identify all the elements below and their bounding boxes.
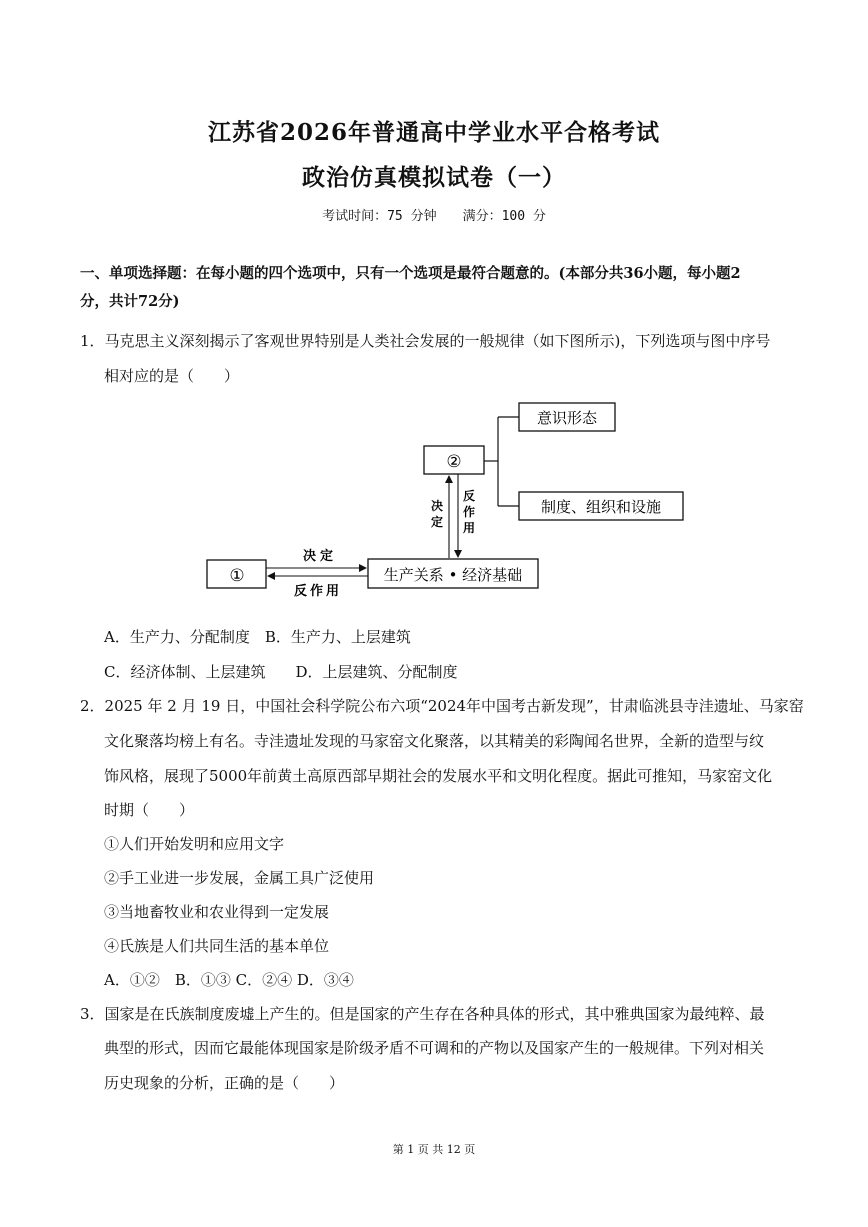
question-1-options-cd: C．经济体制、上层建筑 D．上层建筑、分配制度	[104, 663, 458, 681]
label-decide-horizontal: 决定	[302, 549, 338, 564]
page-number: 第 1 页 共 12 页	[392, 1143, 476, 1156]
label-react-horizontal: 反作用	[293, 584, 343, 599]
question-3-stem-cont: 典型的形式，因而它最能体现国家是阶级矛盾不可调和的产物以及国家产生的一般规律。下列对相关	[104, 1039, 765, 1057]
label-react-vertical-3: 用	[462, 521, 476, 535]
question-2-stem: 2．2025 年 2 月 19 日，中国社会科学院公布六项“2024年中国考古新发现”，甘肃临洮县寺洼遗址、马家窑	[80, 697, 804, 715]
question-1-stem-cont: 相对应的是（ ）	[104, 367, 240, 385]
question-2-options: A．①② B．①③ C．②④ D．③④	[104, 971, 354, 989]
question-2-item-2: ②手工业进一步发展，金属工具广泛使用	[104, 869, 375, 887]
box-superstructure-label: ②	[446, 452, 462, 472]
section-heading: 一、单项选择题：在每小题的四个选项中，只有一个选项是最符合题意的。(本部分共36小题，每小题2	[80, 265, 741, 282]
box-productive-forces-label: ①	[229, 566, 245, 586]
question-1-options-ab: A．生产力、分配制度 B．生产力、上层建筑	[104, 628, 411, 646]
question-2-item-3: ③当地畜牧业和农业得到一定发展	[104, 903, 330, 921]
question-2-stem-cont: 饰风格，展现了5000年前黄土高原西部早期社会的发展水平和文明化程度。据此可推知，马家窑文化	[104, 767, 773, 785]
box-ideology-label: 意识形态	[536, 409, 598, 427]
question-3-stem: 3．国家是在氏族制度废墟上产生的。但是国家的产生存在各种具体的形式，其中雅典国家为最纯粹、最	[80, 1005, 765, 1023]
question-3-stem-cont: 历史现象的分析，正确的是（ ）	[104, 1074, 345, 1092]
question-2-stem-cont: 时期（ ）	[104, 801, 195, 819]
label-decide-vertical-2: 定	[430, 515, 444, 529]
q1-diagram	[0, 395, 868, 610]
question-2-stem-cont: 文化聚落均榜上有名。寺洼遗址发现的马家窑文化聚落，以其精美的彩陶闻名世界，全新的造型与纹	[104, 732, 765, 750]
box-economic-base-label: 生产关系 • 经济基础	[383, 566, 523, 584]
question-2-item-1: ①人们开始发明和应用文字	[104, 835, 285, 853]
section-heading-cont: 分，共计72分)	[80, 293, 180, 310]
box-institutions-label: 制度、组织和设施	[540, 498, 662, 516]
question-2-item-4: ④氏族是人们共同生活的基本单位	[104, 937, 330, 955]
label-react-vertical-2: 作	[462, 505, 476, 519]
document-subtitle: 政治仿真模拟试卷（一）	[302, 164, 566, 191]
exam-info: 考试时间：75 分钟 满分：100 分	[322, 209, 546, 224]
label-decide-vertical-1: 决	[430, 499, 444, 513]
question-1-stem: 1．马克思主义深刻揭示了客观世界特别是人类社会发展的一般规律（如下图所示)，下列选项与图中序号	[80, 332, 771, 350]
document-title: 江苏省2026年普通高中学业水平合格考试	[207, 119, 660, 146]
label-react-vertical-1: 反	[462, 489, 476, 503]
